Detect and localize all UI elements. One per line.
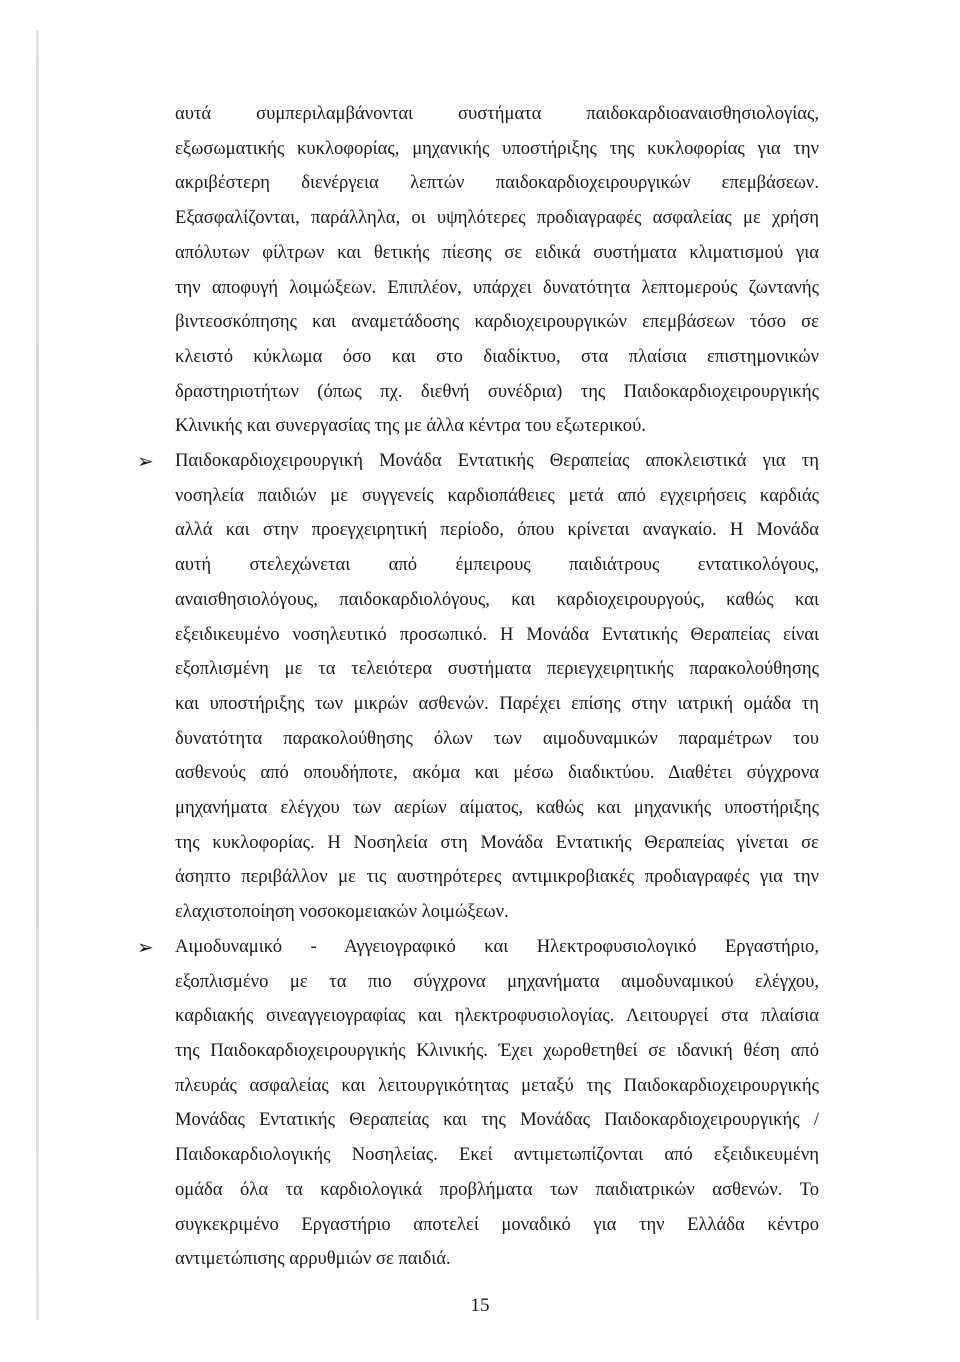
text-line: αυτά συμπεριλαμβάνονται συστήματα παιδοκαρδιοαναισθησιολογίας,	[175, 103, 819, 124]
text-line: κλειστό κύκλωμα όσο και στο διαδίκτυο, στα πλαίσια επιστημονικών	[175, 345, 819, 367]
text-line: αυτή στελεχώνεται από έμπειρους παιδιάτρους εντατικολόγους,	[175, 554, 819, 576]
text-line: εξοπλισμένη με τα τελειότερα συστήματα περιεγχειρητικής παρακολούθησης	[175, 658, 819, 680]
text-line: ασθενούς από οπουδήποτε, ακόμα και μέσω διαδικτύου. Διαθέτει σύγχρονα	[175, 762, 819, 784]
text-line: αναισθησιολόγους, παιδοκαρδιολόγους, και καρδιοχειρουργούς, καθώς και	[175, 588, 819, 610]
text-line: εξειδικευμένο νοσηλευτικό προσωπικό. Η Μονάδα Εντατικής Θεραπείας είναι	[175, 623, 819, 645]
text-line: της Παιδοκαρδιοχειρουργικής Κλινικής. Έχει χωροθετηθεί σε ιδανική θέση από	[175, 1039, 819, 1061]
text-line: δυνατότητα παρακολούθησης όλων των αιμοδυναμικών παραμέτρων του	[175, 727, 819, 749]
text-line: και υποστήριξης των μικρών ασθενών. Παρέχει επίσης στην ιατρική ομάδα τη	[175, 692, 819, 714]
text-line: Παιδοκαρδιοχειρουργική Μονάδα Εντατικής Θεραπείας αποκλειστικά για τη	[175, 450, 819, 472]
text-line: βιντεοσκόπησης και αναμετάδοσης καρδιοχειρουργικών επεμβάσεων τόσο σε	[175, 311, 819, 333]
document-body	[137, 97, 819, 1277]
text-line: εξοπλισμένο με τα πιο σύγχρονα μηχανήματα αιμοδυναμικού ελέγχου,	[175, 970, 819, 992]
text-line: Εξασφαλίζονται, παράλληλα, οι υψηλότερες προδιαγραφές ασφαλείας με χρήση	[175, 207, 819, 229]
text-line: δραστηριοτήτων (όπως πχ. διεθνή συνέδρια) της Παιδοκαρδιοχειρουργικής	[175, 380, 819, 402]
text-line: Αιμοδυναμικό - Αγγειογραφικό και Ηλεκτροφυσιολογικό Εργαστήριο,	[175, 935, 819, 957]
text-line: ομάδα όλα τα καρδιολογικά προβλήματα των παιδιατρικών ασθενών. Το	[175, 1178, 819, 1200]
scan-edge-shadow	[36, 30, 39, 1320]
text-line: μηχανήματα ελέγχου των αερίων αίματος, καθώς και μηχανικής υποστήριξης	[175, 797, 819, 819]
text-line: πλευράς ασφαλείας και λειτουργικότητας μεταξύ της Παιδοκαρδιοχειρουργικής	[175, 1074, 819, 1096]
text-line: συγκεκριμένο Εργαστήριο αποτελεί μοναδικό για την Ελλάδα κέντρο	[175, 1213, 819, 1235]
text-line: καρδιακής σινεαγγειογραφίας και ηλεκτροφυσιολογίας. Λειτουργεί στα πλαίσια	[175, 1005, 819, 1027]
bullet-row	[137, 444, 819, 479]
bullet-paragraph	[137, 444, 819, 930]
text-line: ακριβέστερη διενέργεια λεπτών παιδοκαρδιοχειρουργικών επεμβάσεων.	[175, 172, 819, 194]
text-line: νοσηλεία παιδιών με συγγενείς καρδιοπάθειες μετά από εγχειρήσεις καρδιάς	[175, 484, 819, 506]
text-line: Κλινικής και συνεργασίας της με άλλα κέντρα του εξωτερικού.	[175, 415, 646, 437]
text-line: απόλυτων φίλτρων και θετικής πίεσης σε ειδικά συστήματα κλιματισμού για	[175, 241, 819, 263]
bullet-row	[137, 930, 819, 965]
paragraph	[175, 97, 819, 444]
text-line: άσηπτο περιβάλλον με τις αυστηρότερες αντιμικροβιακές προδιαγραφές για την	[175, 866, 819, 888]
text-line: ελαχιστοποίηση νοσοκομειακών λοιμώξεων.	[175, 901, 509, 923]
bullet-paragraph	[137, 930, 819, 1277]
text-line: Μονάδας Εντατικής Θεραπείας και της Μονάδας Παιδοκαρδιοχειρουργικής /	[175, 1109, 819, 1131]
text-line: την αποφυγή λοιμώξεων. Επιπλέον, υπάρχει δυνατότητα λεπτομερούς ζωντανής	[175, 276, 819, 298]
text-line: της κυκλοφορίας. Η Νοσηλεία στη Μονάδα Εντατικής Θεραπείας γίνεται σε	[175, 831, 819, 853]
text-line: αλλά και στην προεγχειρητική περίοδο, όπου κρίνεται αναγκαίο. Η Μονάδα	[175, 519, 819, 541]
arrow-bullet-icon: ➢	[137, 934, 154, 959]
arrow-bullet-icon: ➢	[137, 449, 154, 474]
text-line: αντιμετώπισης αρρυθμιών σε παιδιά.	[175, 1248, 451, 1270]
page-number: 15	[470, 1295, 490, 1316]
text-line: Παιδοκαρδιολογικής Νοσηλείας. Εκεί αντιμετωπίζονται από εξειδικευμένη	[175, 1144, 819, 1166]
text-line: εξωσωματικής κυκλοφορίας, μηχανικής υποστήριξης της κυκλοφορίας για την	[175, 137, 819, 159]
